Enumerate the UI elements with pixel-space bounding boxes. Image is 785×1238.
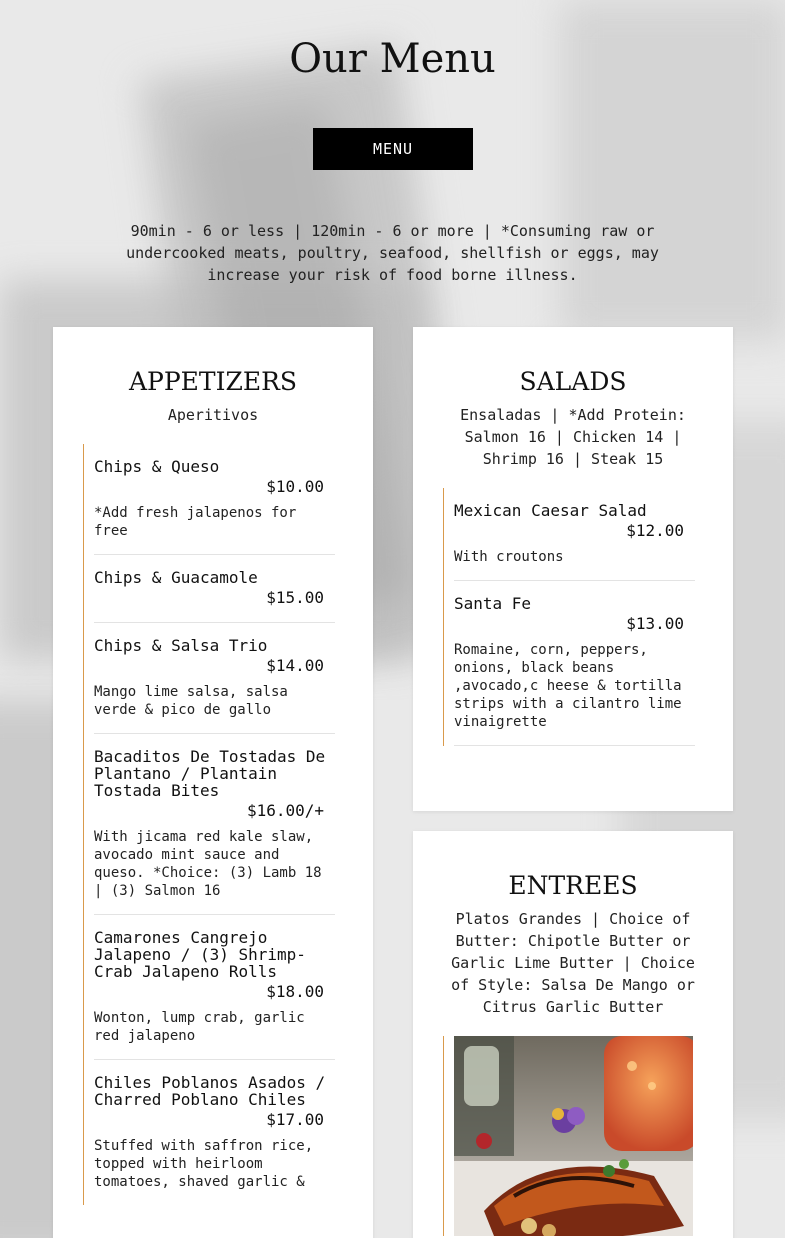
menu-item-list	[443, 488, 733, 746]
menu-item	[94, 555, 335, 623]
section-title: SALADS	[519, 367, 627, 396]
item-description: Romaine, corn, peppers, onions, black beans ,avocado,c heese & tortilla strips with a cilantro lime vinaigrette	[454, 642, 682, 730]
item-description: With croutons	[454, 549, 564, 565]
section-subtitle: Platos Grandes | Choice of Butter: Chipotle Butter or Garlic Lime Butter | Choice of Style: Salsa De Mango or Citrus Garlic Butter	[451, 910, 695, 1016]
item-description: Mango lime salsa, salsa verde & pico de gallo	[94, 684, 288, 718]
item-price: $14.00	[266, 656, 324, 675]
dining-notice: 90min - 6 or less | 120min - 6 or more | *Consuming raw or undercooked meats, poultry, seafood, shellfish or eggs, may increase your risk of food borne illness.	[126, 222, 659, 284]
item-price: $12.00	[626, 521, 684, 540]
menu-button[interactable]: MENU	[313, 128, 473, 170]
item-price: $18.00	[266, 982, 324, 1001]
menu-item	[94, 444, 335, 555]
page-title: Our Menu	[289, 36, 496, 82]
item-name: Camarones Cangrejo Jalapeno / (3) Shrimp-Crab Jalapeno Rolls	[94, 928, 306, 981]
item-description: With jicama red kale slaw, avocado mint sauce and queso. *Choice: (3) Lamb 18 | (3) Salmon 16	[94, 829, 322, 899]
salads-card	[413, 327, 733, 811]
item-price: $15.00	[266, 588, 324, 607]
menu-item-list	[443, 1036, 733, 1236]
section-title: APPETIZERS	[128, 367, 298, 396]
item-name: Chips & Queso	[94, 457, 220, 476]
item-price: $10.00	[266, 477, 324, 496]
item-description: *Add fresh jalapenos for free	[94, 505, 297, 539]
menu-item	[94, 915, 335, 1060]
item-price: $17.00	[266, 1110, 324, 1129]
menu-item	[454, 581, 695, 746]
item-name: Chips & Salsa Trio	[94, 636, 268, 655]
entree-photo	[454, 1036, 693, 1236]
item-name: Chips & Guacamole	[94, 568, 258, 587]
item-description: Stuffed with saffron rice, topped with heirloom tomatoes, shaved garlic &	[94, 1138, 314, 1190]
item-name: Santa Fe	[454, 594, 532, 613]
item-price: $13.00	[626, 614, 684, 633]
menu-item	[94, 1060, 335, 1205]
item-description: Wonton, lump crab, garlic red jalapeno	[94, 1010, 305, 1044]
section-title: ENTREES	[508, 871, 638, 900]
section-subtitle: Aperitivos	[167, 406, 259, 424]
item-name: Bacaditos De Tostadas De Plantano / Plantain Tostada Bites	[94, 747, 326, 800]
menu-item	[94, 623, 335, 734]
appetizers-card	[53, 327, 373, 1238]
section-subtitle: Ensaladas | *Add Protein: Salmon 16 | Chicken 14 | Shrimp 16 | Steak 15	[460, 406, 686, 468]
item-name: Mexican Caesar Salad	[454, 501, 647, 520]
item-price: $16.00/+	[246, 801, 324, 820]
menu-item-list	[83, 444, 373, 1205]
menu-item	[94, 734, 335, 915]
item-name: Chiles Poblanos Asados / Charred Poblano Chiles	[94, 1073, 326, 1109]
menu-item	[454, 488, 695, 581]
entrees-card	[413, 831, 733, 1238]
